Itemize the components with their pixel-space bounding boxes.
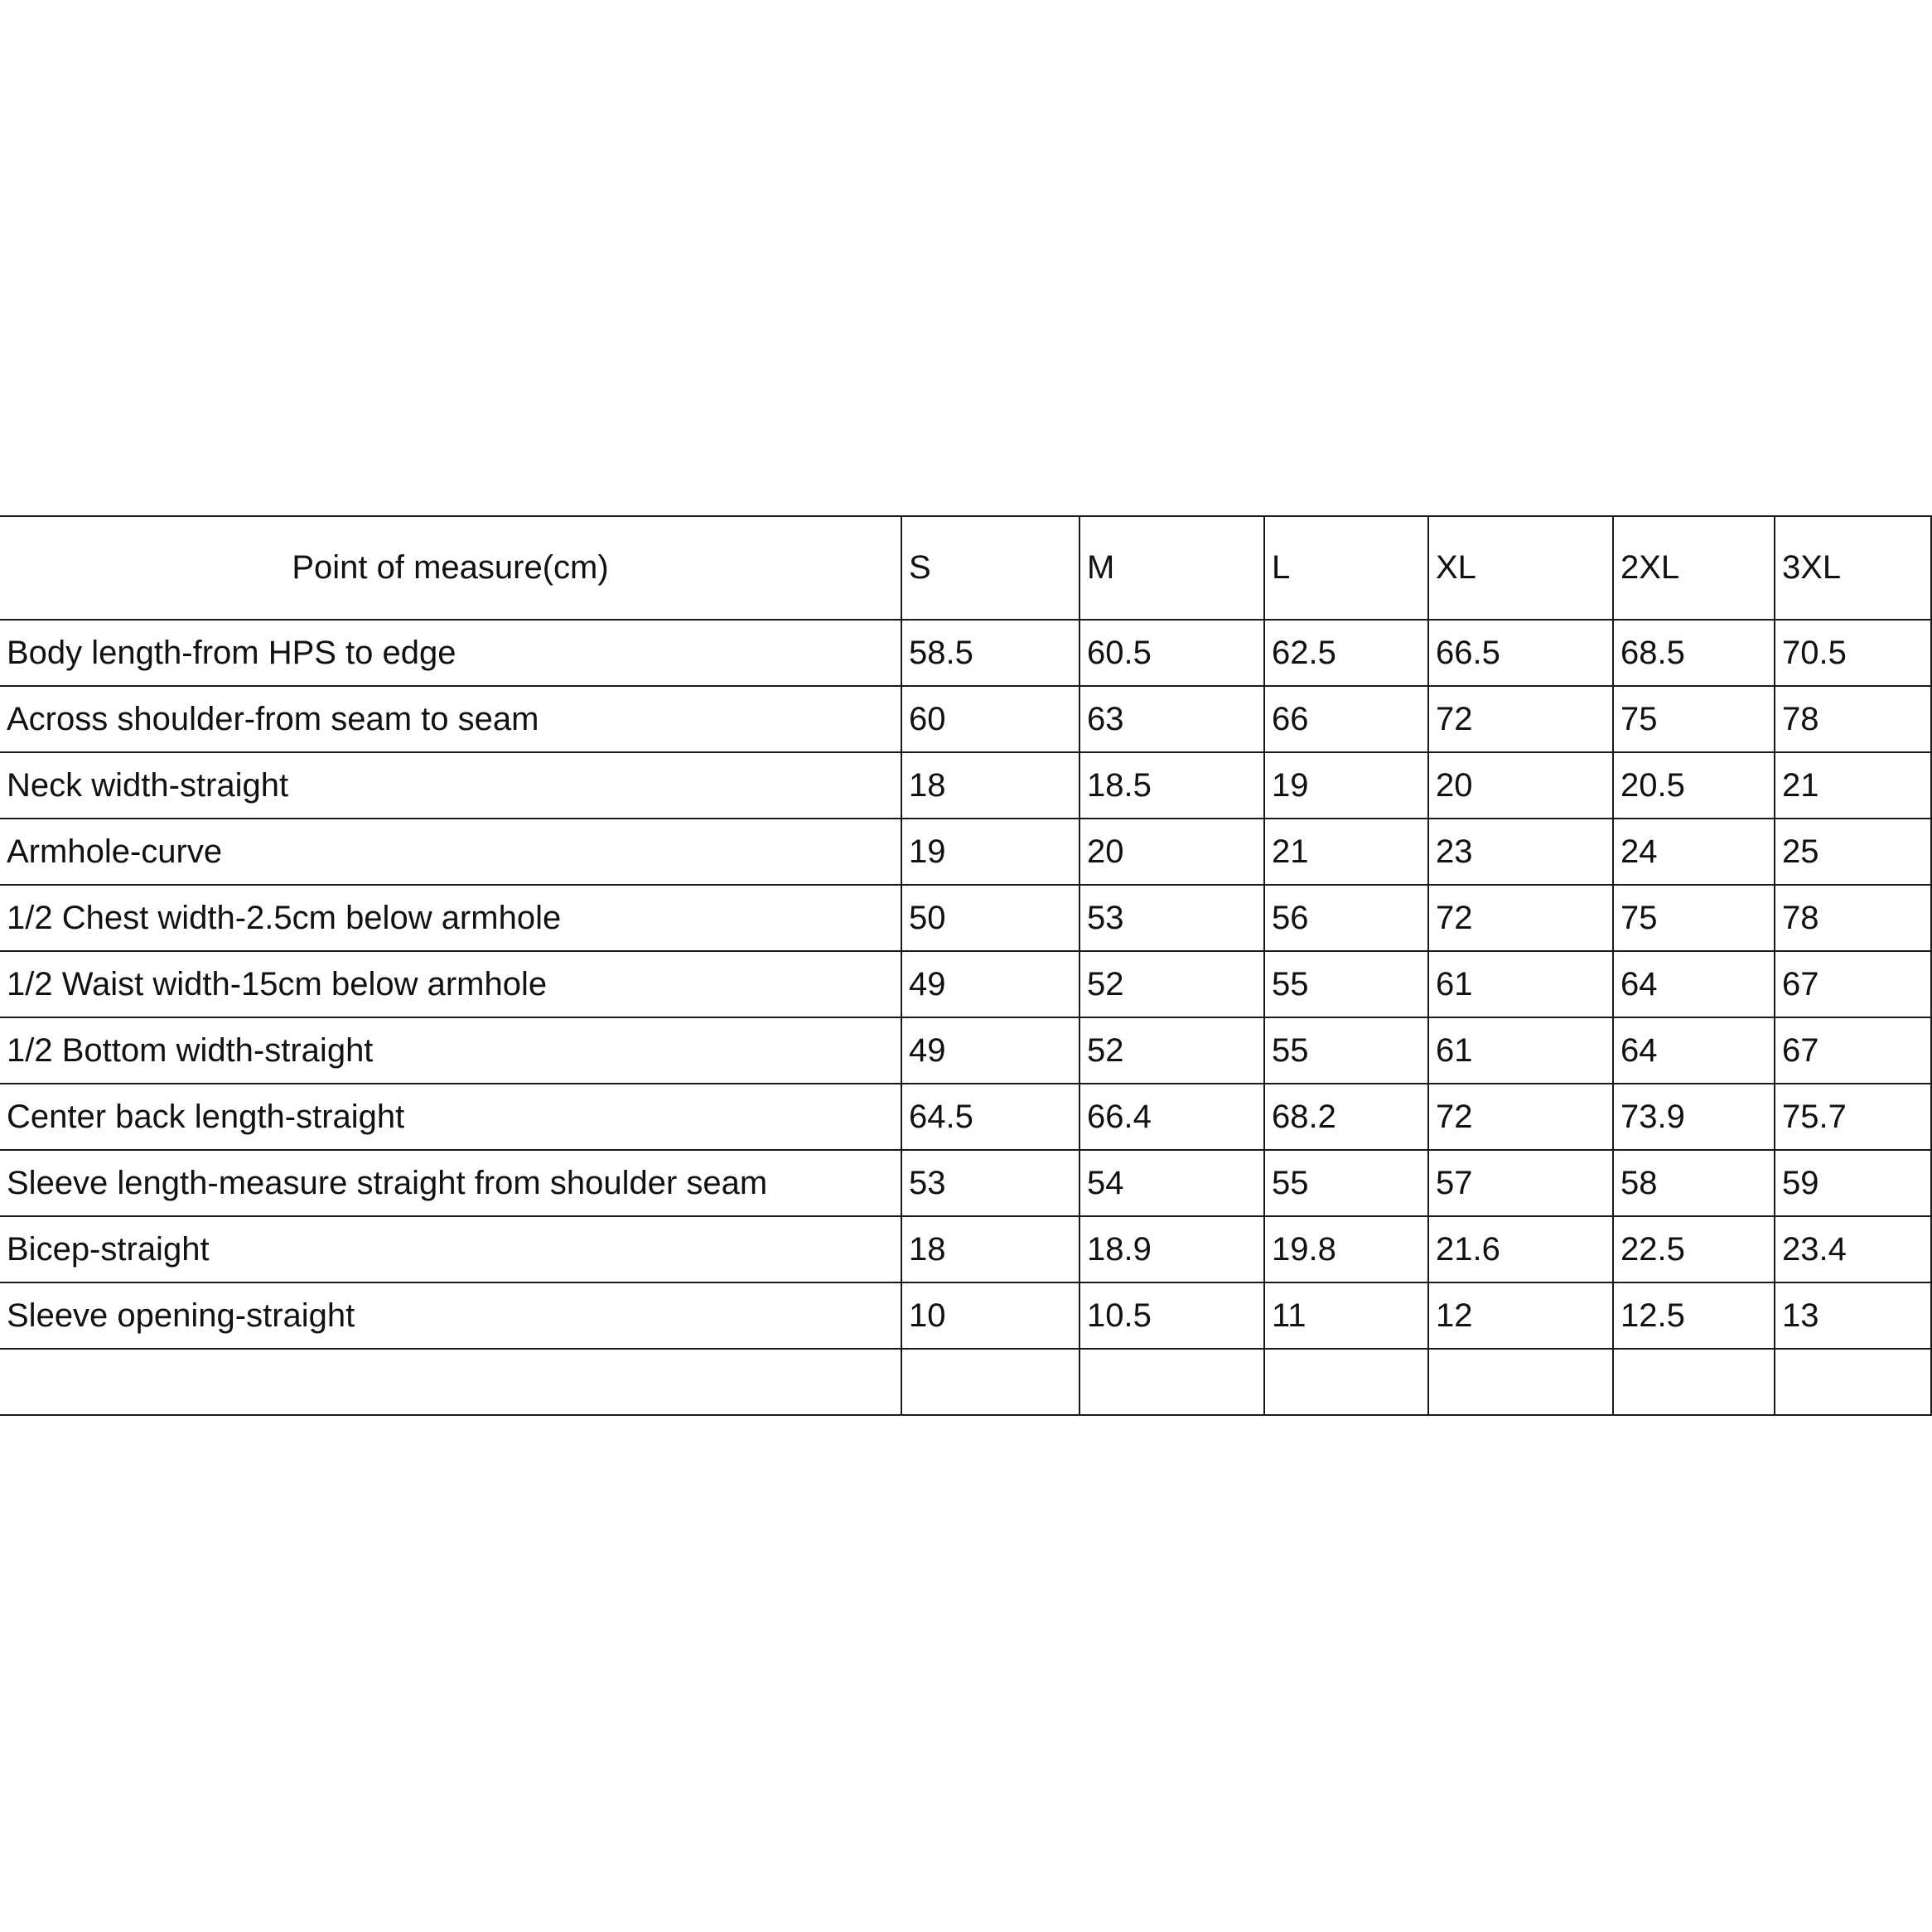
size-l-value-cell: 19.8	[1264, 1216, 1428, 1282]
size-2xl-value-cell: 68.5	[1613, 620, 1775, 686]
size-2xl-value-cell: 22.5	[1613, 1216, 1775, 1282]
size-l-value-cell: 66	[1264, 686, 1428, 752]
size-3xl-value-cell: 78	[1775, 686, 1931, 752]
measure-name-cell: Armhole-curve	[0, 819, 901, 885]
header-size-2xl: 2XL	[1613, 516, 1775, 620]
size-3xl-value-cell: 23.4	[1775, 1216, 1931, 1282]
size-chart-table	[0, 515, 1932, 1416]
size-2xl-value-cell	[1613, 1349, 1775, 1415]
size-m-value-cell: 66.4	[1080, 1084, 1264, 1150]
table-row	[0, 1216, 1931, 1282]
table-row	[0, 1017, 1931, 1084]
table-row	[0, 885, 1931, 951]
size-xl-value-cell: 20	[1428, 752, 1613, 819]
table-row	[0, 620, 1931, 686]
size-s-value-cell: 49	[901, 951, 1080, 1017]
table-row	[0, 1282, 1931, 1349]
measure-name-cell: 1/2 Bottom width-straight	[0, 1017, 901, 1084]
size-m-value-cell: 53	[1080, 885, 1264, 951]
size-3xl-value-cell	[1775, 1349, 1931, 1415]
size-2xl-value-cell: 64	[1613, 1017, 1775, 1084]
size-l-value-cell: 68.2	[1264, 1084, 1428, 1150]
size-s-value-cell: 50	[901, 885, 1080, 951]
size-m-value-cell: 54	[1080, 1150, 1264, 1216]
size-2xl-value-cell: 75	[1613, 686, 1775, 752]
size-s-value-cell: 64.5	[901, 1084, 1080, 1150]
size-m-value-cell: 18.9	[1080, 1216, 1264, 1282]
header-size-xl: XL	[1428, 516, 1613, 620]
header-size-s: S	[901, 516, 1080, 620]
size-xl-value-cell: 61	[1428, 1017, 1613, 1084]
size-l-value-cell: 11	[1264, 1282, 1428, 1349]
size-3xl-value-cell: 25	[1775, 819, 1931, 885]
measure-name-cell: Across shoulder-from seam to seam	[0, 686, 901, 752]
size-l-value-cell: 21	[1264, 819, 1428, 885]
size-3xl-value-cell: 21	[1775, 752, 1931, 819]
size-3xl-value-cell: 75.7	[1775, 1084, 1931, 1150]
size-m-value-cell: 18.5	[1080, 752, 1264, 819]
size-2xl-value-cell: 58	[1613, 1150, 1775, 1216]
measure-name-cell: 1/2 Chest width-2.5cm below armhole	[0, 885, 901, 951]
size-l-value-cell: 19	[1264, 752, 1428, 819]
size-s-value-cell: 10	[901, 1282, 1080, 1349]
size-xl-value-cell: 66.5	[1428, 620, 1613, 686]
table-row	[0, 752, 1931, 819]
size-s-value-cell: 18	[901, 752, 1080, 819]
size-m-value-cell	[1080, 1349, 1264, 1415]
header-size-3xl: 3XL	[1775, 516, 1931, 620]
size-l-value-cell	[1264, 1349, 1428, 1415]
size-l-value-cell: 55	[1264, 951, 1428, 1017]
size-3xl-value-cell: 13	[1775, 1282, 1931, 1349]
size-2xl-value-cell: 64	[1613, 951, 1775, 1017]
header-size-l: L	[1264, 516, 1428, 620]
size-s-value-cell: 19	[901, 819, 1080, 885]
size-3xl-value-cell: 67	[1775, 951, 1931, 1017]
size-3xl-value-cell: 67	[1775, 1017, 1931, 1084]
size-3xl-value-cell: 70.5	[1775, 620, 1931, 686]
header-size-m: M	[1080, 516, 1264, 620]
size-l-value-cell: 62.5	[1264, 620, 1428, 686]
size-s-value-cell: 18	[901, 1216, 1080, 1282]
table-row	[0, 686, 1931, 752]
size-xl-value-cell: 72	[1428, 686, 1613, 752]
size-3xl-value-cell: 78	[1775, 885, 1931, 951]
size-xl-value-cell: 72	[1428, 885, 1613, 951]
size-xl-value-cell: 21.6	[1428, 1216, 1613, 1282]
size-m-value-cell: 60.5	[1080, 620, 1264, 686]
measure-name-cell: Center back length-straight	[0, 1084, 901, 1150]
size-xl-value-cell: 72	[1428, 1084, 1613, 1150]
size-2xl-value-cell: 24	[1613, 819, 1775, 885]
table-row	[0, 819, 1931, 885]
measure-name-cell: 1/2 Waist width-15cm below armhole	[0, 951, 901, 1017]
size-m-value-cell: 10.5	[1080, 1282, 1264, 1349]
size-m-value-cell: 52	[1080, 951, 1264, 1017]
header-point-of-measure: Point of measure(cm)	[0, 516, 901, 620]
size-xl-value-cell: 61	[1428, 951, 1613, 1017]
size-2xl-value-cell: 73.9	[1613, 1084, 1775, 1150]
size-xl-value-cell: 23	[1428, 819, 1613, 885]
size-m-value-cell: 20	[1080, 819, 1264, 885]
size-2xl-value-cell: 20.5	[1613, 752, 1775, 819]
size-m-value-cell: 52	[1080, 1017, 1264, 1084]
table-row	[0, 951, 1931, 1017]
size-s-value-cell: 53	[901, 1150, 1080, 1216]
measure-name-cell: Bicep-straight	[0, 1216, 901, 1282]
size-s-value-cell: 49	[901, 1017, 1080, 1084]
measure-name-cell	[0, 1349, 901, 1415]
table-row	[0, 1349, 1931, 1415]
measure-name-cell: Body length-from HPS to edge	[0, 620, 901, 686]
size-xl-value-cell: 57	[1428, 1150, 1613, 1216]
size-3xl-value-cell: 59	[1775, 1150, 1931, 1216]
measure-name-cell: Neck width-straight	[0, 752, 901, 819]
measure-name-cell: Sleeve opening-straight	[0, 1282, 901, 1349]
size-xl-value-cell: 12	[1428, 1282, 1613, 1349]
table-header-row	[0, 516, 1931, 620]
size-2xl-value-cell: 12.5	[1613, 1282, 1775, 1349]
size-l-value-cell: 55	[1264, 1150, 1428, 1216]
size-2xl-value-cell: 75	[1613, 885, 1775, 951]
size-s-value-cell: 60	[901, 686, 1080, 752]
size-l-value-cell: 56	[1264, 885, 1428, 951]
table-body	[0, 620, 1931, 1415]
table-row	[0, 1084, 1931, 1150]
size-s-value-cell	[901, 1349, 1080, 1415]
measure-name-cell: Sleeve length-measure straight from shoulder seam	[0, 1150, 901, 1216]
table-row	[0, 1150, 1931, 1216]
size-s-value-cell: 58.5	[901, 620, 1080, 686]
size-xl-value-cell	[1428, 1349, 1613, 1415]
size-l-value-cell: 55	[1264, 1017, 1428, 1084]
size-m-value-cell: 63	[1080, 686, 1264, 752]
